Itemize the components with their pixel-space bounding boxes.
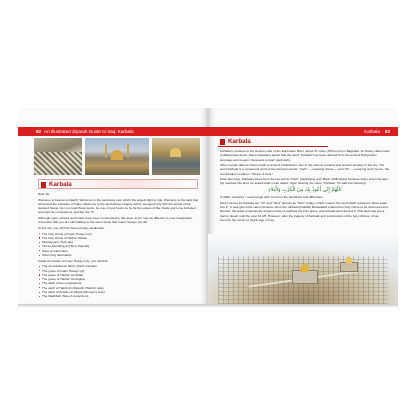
right-section-heading xyxy=(218,137,328,147)
list-item: The darih of Ibrahim al-Mujab (Women's side) xyxy=(38,290,200,294)
shrine-courtyard-photo xyxy=(152,138,200,175)
list-item: The grave of Imam Husayn (A) xyxy=(38,269,200,273)
greeting: Dear Sir, xyxy=(38,192,51,196)
right-page-number: 63 xyxy=(384,129,390,134)
list-item: The six-sidedness darih, which contains: xyxy=(38,264,200,268)
list-item: The grave of Hadrat 'Ali Akbar xyxy=(38,273,200,277)
shrine-photo xyxy=(85,138,149,175)
left-section-heading xyxy=(38,179,198,189)
open-book xyxy=(0,108,416,304)
quote-translation: O Allah! Certainly, I seek refuge with You from the hardships and difficulties. xyxy=(220,195,324,200)
list-item: Sites of martyrdom xyxy=(38,249,200,253)
list-item: Mukhayyam (Tent site) xyxy=(38,240,200,244)
list-item: The holy shrine of Hadrat 'Abbas xyxy=(38,236,200,240)
paragraph: Other names for Karbala are "Tif" and "Nina" (known as "Ha'ir" today), which means "the land which refused to allow water into it." It was given this name because when the 'Abbasid khalifah Mutawakkil ordered the holy shrine to be destroyed and flooded, the water miraculously stopped when it reached the holy grave, and instead went around it. This land was just a barren desert until the year 61 AH. However, after the tragedy of Karbala' and construction of the holy shrines, it has become the center of pilgrimage in Iraq. xyxy=(220,200,388,222)
right-section-title: Karbala xyxy=(228,138,251,145)
paragraph: More famously, Karbala comes from the two words "Karb" (hardships) and "Bala" (difficulties) because when Imam Husayn (A) reached this land, he asked what it was called. Upon hearing the name "Karbala," he said the following: xyxy=(220,177,388,186)
inside-haram-list xyxy=(38,264,200,298)
list-item: The Madhbah (Site of martyrdom) xyxy=(38,294,200,298)
paragraph: Other people date its history back to ancient civilizations, due to the various remains and ancient temples in the city. The word Karbala is a compound word of two Assyrian words: "karb" — meaning shrine — and "ilh" — meaning God; hence, the combination results in "Shrine of God." xyxy=(220,163,390,176)
left-page-header-title: An Illustrated Ziyarah Guide to Iraq: Karbala xyxy=(44,129,134,134)
arabic-quote: اللّهُمَّ إِنِّي أَعُوذُ بِكَ مِنَ الْكَرْبِ وَالْبَلاءِ xyxy=(268,186,342,193)
left-page-number: 62 xyxy=(36,129,42,134)
left-body-text xyxy=(38,192,200,300)
left-page xyxy=(18,108,208,304)
paragraph: Karbala is located on the western side of the Euphrates River, about 97 miles (156 km) from Baghdad. Its history dates back to Babylonian times. Some historians assert that the word "Karbala" has been derived from the ancient Babylonian language and means 'closeness to God' (qurb-ilah). xyxy=(220,149,390,162)
paragraph: Inside the haram of Imam Husayn (A), you will find: xyxy=(38,258,108,263)
right-body-text xyxy=(220,149,390,223)
list-item: Other holy landmarks xyxy=(38,253,200,257)
paragraph: Welcome to heaven on Earth. Welcome to the sanctuary over which the angels fight to ride. Welcome to the land that witnessed the salvation of Islam. Welcome to the land whose tragedy will be avenged only with the arrival of the Awaited Savior. As you tread these lands, be one of your hosts do by far the values of the rituals and to be included amongst his companions, just like the 72. xyxy=(38,197,199,215)
list-item: Tilll as-Zaynabiyya (Hill of Zaynab) xyxy=(38,244,200,248)
left-page-header xyxy=(18,127,208,136)
landmarks-list xyxy=(38,232,200,258)
list-item: The darih of the companions xyxy=(38,281,200,285)
list-item: The grave of Hadrat 'Ali Asghar xyxy=(38,277,200,281)
book-shadow xyxy=(18,304,398,308)
left-section-title: Karbala xyxy=(49,181,72,188)
heading-marker xyxy=(220,139,225,145)
heading-marker xyxy=(41,182,46,188)
crowd-photo xyxy=(34,138,82,175)
paragraph: In this city, you will find these primary landmarks: xyxy=(38,225,105,230)
list-item: The darih of Habib ibn Mazahir (Warrior side) xyxy=(38,286,200,290)
right-page-header-title: Karbala xyxy=(364,129,380,134)
right-page xyxy=(208,108,398,304)
aerial-city-photo xyxy=(208,234,398,304)
right-page-header xyxy=(208,127,398,136)
list-item: The holy shrine of Imam Husayn (A) xyxy=(38,232,200,236)
paragraph: Although many shrines and hotels have been constructed in this area, and it may be different to your imagination, remember that you are still walking to the same lands that Imam Husayn (A) did. xyxy=(38,216,193,225)
